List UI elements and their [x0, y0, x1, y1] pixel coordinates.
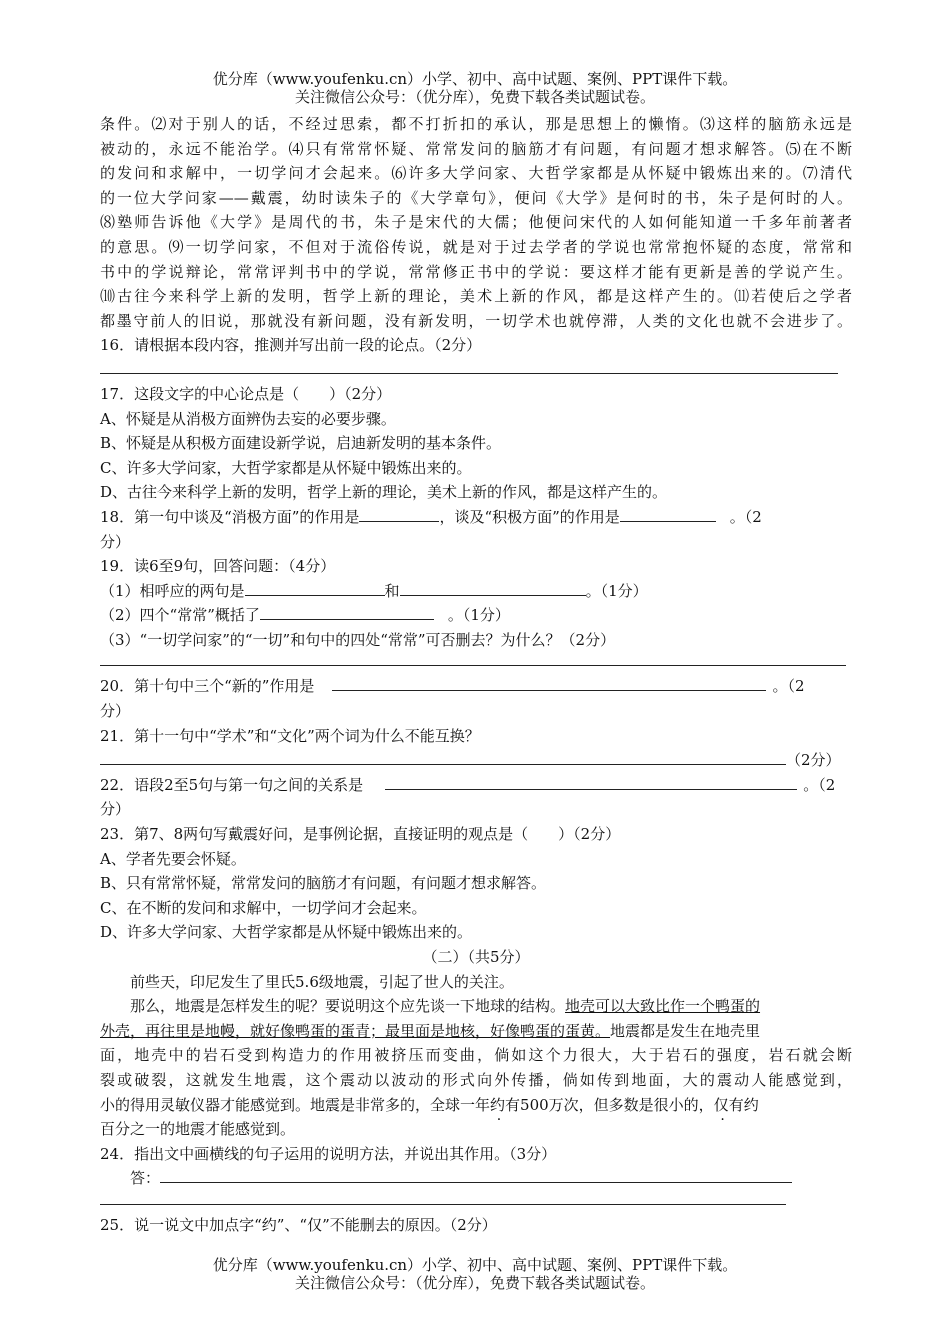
q24-answer-label: 答： [130, 1169, 161, 1188]
answer-line-24[interactable] [100, 1203, 786, 1205]
q19-sub-2-text: （2）四个“常常”概括了 [100, 606, 260, 625]
footer-line-2: 关注微信公众号：（优分库），免费下载各类试题试卷。 [294, 1274, 655, 1292]
passage-line: 被动的，永远不能治学。⑷只有常常怀疑、常常发问的脑筋才有问题，有问题才想求解答。⑸在不断 [100, 139, 852, 158]
section-2-para-2-line-5 [100, 1093, 852, 1118]
q21-answer-row [100, 748, 852, 773]
q22-text: 22．语段2至5句与第一句之间的关系是 [100, 775, 364, 794]
page-footer [0, 1256, 950, 1292]
passage-line: 的发问和求解中，一切学问才会起来。⑹许多大学问家、大哲学家都是从怀疑中锻炼出来的。⑺清代 [100, 164, 852, 183]
para-2-text: 有500万次，但多数是很小的， [505, 1095, 714, 1114]
question-23-stem: 23．第7、8两句写戴震好问，是事例论据，直接证明的观点是（ ）（2分） [100, 825, 621, 844]
q22-blank[interactable] [385, 774, 797, 790]
para-2-intro: 那么，地震是怎样发生的呢？要说明这个应先谈一下地球的结构。 [130, 997, 566, 1016]
question-19-stem: 19．读6至9句，回答问题：（4分） [100, 557, 336, 576]
section-2-para-2-line-3: 面，地壳中的岩石受到构造力的作用被挤压而变曲，倘如这个力很大，大于岩石的强度，岩石就会断 [100, 1046, 852, 1065]
question-16: 16．请根据本段内容，推测并写出前一段的论点。（2分） [100, 336, 482, 355]
section-2-para-2-line-6: 百分之一的地震才能感觉到。 [100, 1120, 296, 1139]
q19-sub-2-score: 。（1分） [447, 606, 510, 625]
header-line-1: 优分库（www.youfenku.cn）小学、初中、高中试题、案例、PPT课件下载。 [212, 70, 738, 88]
para-2-text: 小的得用灵敏仪器才能感觉到。地震是非常多的，全球一年 [100, 1095, 491, 1114]
question-20 [100, 674, 852, 699]
dotted-char-jin: 仅 [713, 1095, 729, 1114]
q18-text-3: 。（2 [729, 507, 762, 526]
q20-text: 20．第十句中三个“新的”作用是 [100, 677, 315, 696]
q19-blank-2[interactable] [400, 580, 586, 596]
q21-score: （2分） [786, 751, 841, 770]
q19-sub-1 [100, 579, 852, 604]
q19-sub-1-text: （1）相呼应的两句是 [100, 581, 245, 600]
q19-sub-1-and: 和 [384, 581, 400, 600]
q17-option-c: C、许多大学问家，大哲学家都是从怀疑中锻炼出来的。 [100, 458, 472, 477]
section-2-title: （二）（共5分） [422, 948, 530, 966]
q18-text-2: ，谈及“积极方面”的作用是 [439, 507, 620, 526]
section-2-para-2-line-2 [100, 1019, 852, 1044]
footer-line-1: 优分库（www.youfenku.cn）小学、初中、高中试题、案例、PPT课件下载。 [212, 1256, 738, 1274]
answer-line-19[interactable] [100, 664, 846, 666]
q22-continued: 分） [100, 800, 131, 819]
passage-line: ⑻塾师告诉他《大学》是周代的书，朱子是宋代的大儒；他便问宋代的人如何能知道一千多年前著者 [100, 213, 852, 232]
answer-line-16[interactable] [100, 372, 838, 374]
q18-continued: 分） [100, 532, 131, 551]
passage-line: 的意思。⑼一切学问家，不但对于流俗传说，就是对于过去学者的学说也常常抱怀疑的态度，常常和 [100, 237, 852, 256]
q20-blank[interactable] [332, 675, 766, 691]
q19-sub-1-score: 。（1分） [585, 581, 648, 600]
passage-line: ⑽古往今来科学上新的发明，哲学上新的理论，美术上新的作风，都是这样产生的。⑾若使后之学者 [100, 287, 852, 306]
q17-option-b: B、怀疑是从积极方面建设新学说，启迪新发明的基本条件。 [100, 434, 502, 453]
header-line-2: 关注微信公众号：（优分库），免费下载各类试题试卷。 [294, 88, 655, 106]
question-25: 25．说一说文中加点字“约”、“仅”不能删去的原因。（2分） [100, 1215, 497, 1234]
question-22 [100, 773, 852, 798]
q18-text-1: 18．第一句中谈及“消极方面”的作用是 [100, 507, 360, 526]
exam-body [100, 112, 852, 1238]
q24-answer-row [100, 1166, 852, 1191]
dotted-char-yue: 约 [490, 1095, 506, 1114]
q19-sub-3: （3）“一切学问家”的“一切”和句中的四处“常常”可否删去？为什么？（2分） [100, 630, 616, 649]
para-2-continue: 地震都是发生在地壳里 [610, 1021, 761, 1040]
q19-blank-3[interactable] [260, 604, 434, 620]
section-2-para-1: 前些天，印尼发生了里氏5.6级地震，引起了世人的关注。 [130, 972, 514, 991]
question-18 [100, 505, 852, 530]
q23-option-d: D、许多大学问家、大哲学家都是从怀疑中锻炼出来的。 [100, 923, 473, 942]
section-2-para-2-line-4: 裂或破裂，这就发生地震，这个震动以波动的形式向外传播，倘如传到地面，大的震动人能感觉到， [100, 1070, 852, 1089]
underlined-sentence-part-2: 外壳，再往里是地幔，就好像鸭蛋的蛋青；最里面是地核，好像鸭蛋的蛋黄。 [100, 1021, 611, 1040]
q19-sub-2 [100, 603, 852, 628]
passage-line: 的一位大学问家——戴震，幼时读朱子的《大学章句》，便问《大学》是何时的书，朱子是何时的人。 [100, 188, 852, 207]
q18-blank-1[interactable] [359, 506, 439, 522]
passage-line: 书中的学说辩论，常常评判书中的学说，常常修正书中的学说：要这样才能有更新是善的学说产生。 [100, 262, 852, 281]
q24-blank[interactable] [160, 1167, 792, 1183]
question-17-stem: 17．这段文字的中心论点是（ ）（2分） [100, 384, 392, 403]
q21-blank[interactable] [100, 749, 786, 765]
question-21: 21．第十一句中“学术”和“文化”两个词为什么不能互换？ [100, 726, 480, 745]
passage [100, 112, 852, 333]
passage-line: 都墨守前人的旧说，那就没有新问题，没有新发明，一切学术也就停滞，人类的文化也就不会进步了。 [100, 311, 852, 330]
para-2-text: 有约 [728, 1095, 759, 1114]
q22-score: 。（2 [803, 775, 836, 794]
q23-option-a: A、学者先要会怀疑。 [100, 849, 246, 868]
question-24: 24．指出文中画横线的句子运用的说明方法，并说出其作用。（3分） [100, 1144, 557, 1163]
q18-blank-2[interactable] [620, 506, 716, 522]
q23-option-b: B、只有常常怀疑，常常发问的脑筋才有问题，有问题才想求解答。 [100, 874, 547, 893]
page-header [0, 70, 950, 106]
q20-continued: 分） [100, 702, 131, 721]
q17-option-d: D、古往今来科学上新的发明，哲学上新的理论，美术上新的作风，都是这样产生的。 [100, 483, 668, 502]
q19-blank-1[interactable] [245, 580, 385, 596]
section-2-para-2-line-1 [100, 994, 852, 1019]
q23-option-c: C、在不断的发问和求解中，一切学问才会起来。 [100, 898, 427, 917]
q17-option-a: A、怀疑是从消极方面辨伪去妄的必要步骤。 [100, 409, 396, 428]
passage-line: 条件。⑵对于别人的话，不经过思索，都不打折扣的承认，那是思想上的懒惰。⑶这样的脑筋永远是 [100, 115, 852, 133]
underlined-sentence-part-1: 地壳可以大致比作一个鸭蛋的 [565, 997, 761, 1016]
q20-score: 。（2 [772, 677, 805, 696]
